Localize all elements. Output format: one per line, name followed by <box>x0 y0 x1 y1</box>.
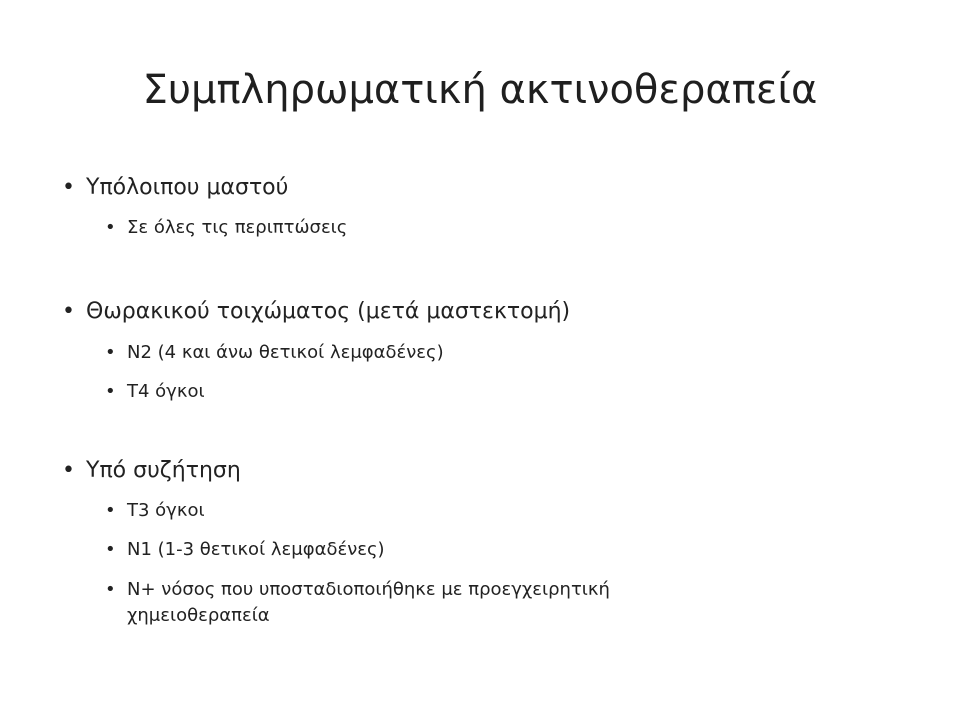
bullet-text: Θωρακικού τοιχώματος (μετά μαστεκτομή) <box>86 299 571 324</box>
bullet-icon: • <box>105 500 116 521</box>
bullet-icon: • <box>62 175 75 200</box>
bullet-icon: • <box>62 458 75 483</box>
sub-bullet-text: Τ3 όγκοι <box>127 500 205 521</box>
bullet-icon: • <box>105 342 116 363</box>
bullet-icon: • <box>105 579 116 600</box>
bullet-item <box>62 173 289 203</box>
sub-bullet-text: N2 (4 και άνω θετικοί λεμφαδένες) <box>127 342 444 363</box>
bullet-icon: • <box>105 539 116 560</box>
sub-bullet-item <box>105 538 385 562</box>
bullet-text: Υπό συζήτηση <box>86 458 241 483</box>
sub-bullet-item <box>105 341 444 365</box>
sub-bullet-text: Τ4 όγκοι <box>127 381 205 402</box>
bullet-icon: • <box>105 217 116 238</box>
sub-bullet-continuation <box>127 604 270 628</box>
bullet-item <box>62 297 571 327</box>
sub-bullet-item <box>105 216 348 240</box>
sub-bullet-item <box>105 499 205 523</box>
sub-bullet-text: Ν1 (1-3 θετικοί λεμφαδένες) <box>127 539 385 560</box>
sub-bullet-item <box>105 380 205 404</box>
slide-title: Συμπληρωματική ακτινοθεραπεία <box>142 67 818 113</box>
sub-bullet-text: Σε όλες τις περιπτώσεις <box>127 217 348 238</box>
bullet-icon: • <box>62 299 75 324</box>
bullet-icon: • <box>105 381 116 402</box>
sub-bullet-text: Ν+ νόσος που υποσταδιοποιήθηκε με προεγχειρητική <box>127 579 610 600</box>
bullet-text: Υπόλοιπου μαστού <box>86 175 289 200</box>
sub-bullet-item <box>105 578 610 602</box>
sub-bullet-text: χημειοθεραπεία <box>127 605 270 626</box>
bullet-item <box>62 456 241 486</box>
